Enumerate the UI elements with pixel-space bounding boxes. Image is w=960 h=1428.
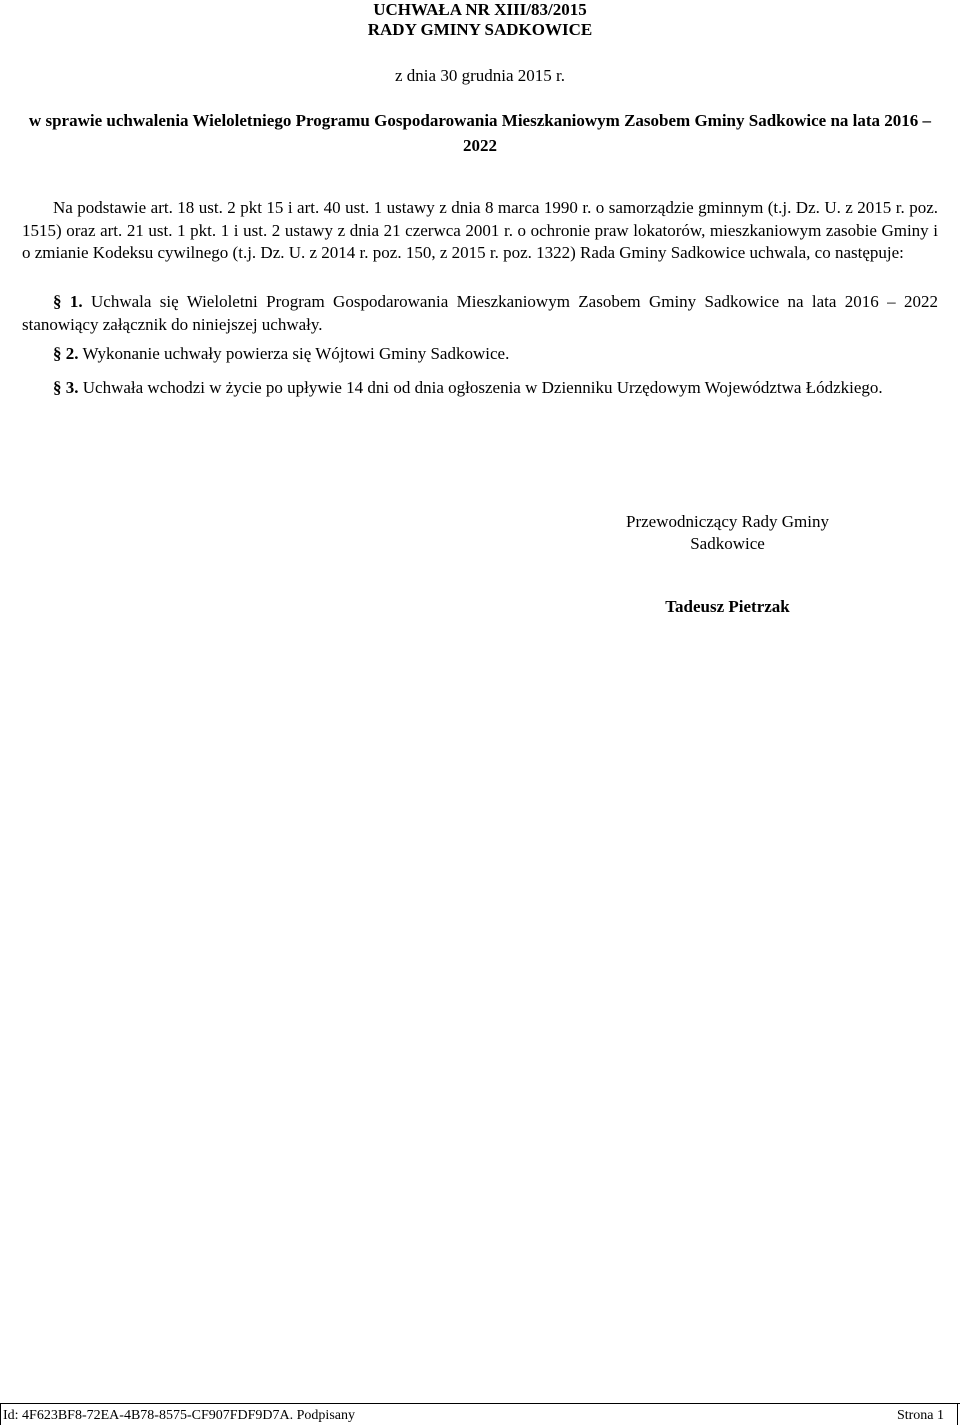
section-1-text: Uchwala się Wieloletni Program Gospodarowania Mieszkaniowym Zasobem Gminy Sadkowice na lata 2016 – 2022 stanowiący załącznik do niniejszej uchwały. [22,292,939,334]
section-1-number: § 1. [53,292,83,311]
section-3-text: Uchwała wchodzi w życie po upływie 14 dni od dnia ogłoszenia w Dzienniku Urzędowym Województwa Łódzkiego. [82,378,883,397]
resolution-title: UCHWAŁA NR XIII/83/2015 [373,0,587,19]
footer-document-id: Id: 4F623BF8-72EA-4B78-8575-CF907FDF9D7A. Podpisany [3,1408,355,1423]
footer-right-border [957,1403,958,1425]
section-2-text: Wykonanie uchwały powierza się Wójtowi Gminy Sadkowice. [82,344,510,363]
footer-divider [0,1403,960,1404]
section-2-number: § 2. [53,344,79,363]
section-1 [22,291,938,336]
section-3-number: § 3. [53,378,79,397]
signature-role-line2: Sadkowice [690,534,765,553]
section-2 [22,343,938,366]
section-3 [22,377,938,400]
resolution-date: z dnia 30 grudnia 2015 r. [395,66,565,85]
signatory-name: Tadeusz Pietrzak [665,597,790,616]
footer-left-border [0,1403,1,1425]
footer-page-number: Strona 1 [896,1408,944,1423]
council-name: RADY GMINY SADKOWICE [367,20,593,39]
signature-role-line1: Przewodniczący Rady Gminy [626,512,829,531]
resolution-subject: w sprawie uchwalenia Wieloletniego Programu Gospodarowania Mieszkaniowym Zasobem Gminy Sadkowice na lata 2016 – 2022 [28,111,932,155]
legal-basis-preamble: Na podstawie art. 18 ust. 2 pkt 15 i art. 40 ust. 1 ustawy z dnia 8 marca 1990 r. o samorządzie gminnym (t.j. Dz. U. z 2015 r. poz. 1515) oraz art. 21 ust. 1 pkt. 1 i ust. 2 ustawy z dnia 21 czerwca 2001 r. o ochronie praw lokatorów, mieszkaniowym zasobie Gminy i o zmianie Kodeksu cywilnego (t.j. Dz. U. z 2014 r. poz. 150, z 2015 r. poz. 1322) Rada Gminy Sadkowice uchwala, co następuje: [22,198,938,262]
